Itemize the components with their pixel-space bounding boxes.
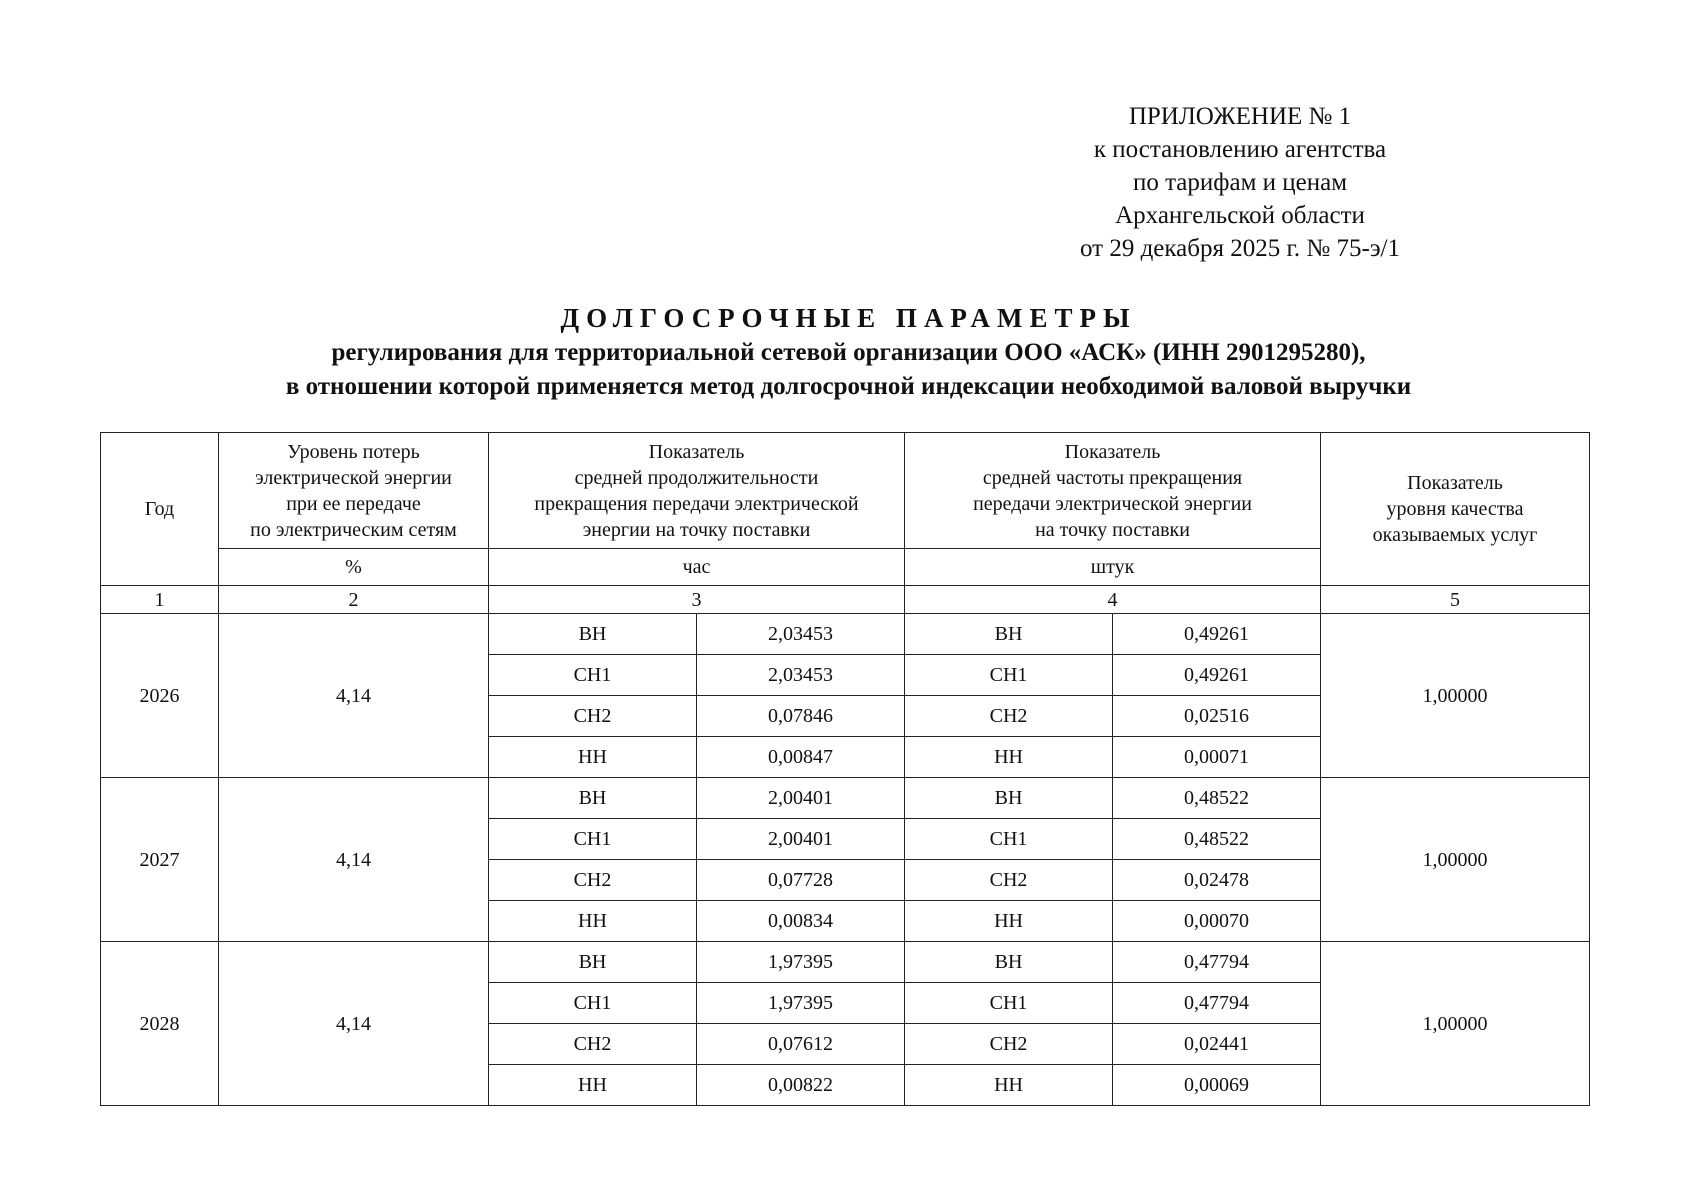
duration-voltage-level: НН: [489, 737, 697, 778]
column-number: 3: [489, 586, 905, 614]
year-cell: 2027: [101, 778, 219, 942]
header-duration: Показатель средней продолжительности прекращения передачи электрической энергии на точку поставки: [489, 433, 905, 549]
year-cell: 2028: [101, 942, 219, 1106]
appendix-agency-line: по тарифам и ценам: [1132, 169, 1348, 196]
frequency-value: 0,49261: [1113, 655, 1321, 696]
duration-value: 0,00822: [697, 1065, 905, 1106]
frequency-voltage-level: СН1: [905, 655, 1113, 696]
document-subtitle-2: в отношении которой применяется метод долгосрочной индексации необходимой валовой выручки: [285, 373, 1412, 400]
duration-voltage-level: СН2: [489, 696, 697, 737]
frequency-voltage-level: ВН: [905, 614, 1113, 655]
duration-value: 1,97395: [697, 942, 905, 983]
frequency-voltage-level: ВН: [905, 942, 1113, 983]
frequency-voltage-level: СН1: [905, 819, 1113, 860]
duration-voltage-level: НН: [489, 901, 697, 942]
frequency-voltage-level: СН2: [905, 1024, 1113, 1065]
frequency-value: 0,00069: [1113, 1065, 1321, 1106]
frequency-value: 0,02441: [1113, 1024, 1321, 1065]
appendix-block: [1020, 100, 1460, 265]
frequency-voltage-level: НН: [905, 1065, 1113, 1106]
quality-cell: 1,00000: [1321, 614, 1590, 778]
frequency-value: 0,49261: [1113, 614, 1321, 655]
quality-cell: 1,00000: [1321, 778, 1590, 942]
column-number: 4: [905, 586, 1321, 614]
column-number: 1: [101, 586, 219, 614]
frequency-voltage-level: ВН: [905, 778, 1113, 819]
duration-value: 0,07846: [697, 696, 905, 737]
duration-voltage-level: СН2: [489, 1024, 697, 1065]
duration-voltage-level: СН1: [489, 655, 697, 696]
table-row: [101, 778, 1590, 819]
frequency-voltage-level: НН: [905, 737, 1113, 778]
unit-duration: час: [489, 549, 905, 586]
header-quality: Показатель уровня качества оказываемых услуг: [1321, 433, 1590, 586]
appendix-resolution-line: к постановлению агентства: [1093, 136, 1387, 163]
table-row: [101, 614, 1590, 655]
frequency-value: 0,48522: [1113, 819, 1321, 860]
duration-voltage-level: СН2: [489, 860, 697, 901]
duration-voltage-level: СН1: [489, 983, 697, 1024]
losses-cell: 4,14: [219, 778, 489, 942]
year-cell: 2026: [101, 614, 219, 778]
header-frequency: Показатель средней частоты прекращения передачи электрической энергии на точку поставки: [905, 433, 1321, 549]
frequency-value: 0,02516: [1113, 696, 1321, 737]
header-row: [101, 433, 1590, 549]
duration-value: 0,07612: [697, 1024, 905, 1065]
frequency-value: 0,02478: [1113, 860, 1321, 901]
frequency-value: 0,00071: [1113, 737, 1321, 778]
appendix-region-line: Архангельской области: [1115, 202, 1365, 229]
table-body: [101, 433, 1590, 1106]
duration-value: 2,03453: [697, 614, 905, 655]
duration-value: 2,00401: [697, 778, 905, 819]
column-number: 5: [1321, 586, 1590, 614]
frequency-voltage-level: СН1: [905, 983, 1113, 1024]
duration-voltage-level: ВН: [489, 942, 697, 983]
frequency-value: 0,47794: [1113, 983, 1321, 1024]
frequency-value: 0,00070: [1113, 901, 1321, 942]
duration-value: 0,00834: [697, 901, 905, 942]
quality-cell: 1,00000: [1321, 942, 1590, 1106]
document-title: ДОЛГОСРОЧНЫЕ ПАРАМЕТРЫ: [560, 303, 1137, 333]
duration-voltage-level: СН1: [489, 819, 697, 860]
losses-cell: 4,14: [219, 942, 489, 1106]
duration-voltage-level: ВН: [489, 778, 697, 819]
frequency-value: 0,47794: [1113, 942, 1321, 983]
duration-voltage-level: НН: [489, 1065, 697, 1106]
column-numbers-row: [101, 586, 1590, 614]
frequency-voltage-level: СН2: [905, 860, 1113, 901]
duration-value: 0,07728: [697, 860, 905, 901]
column-number: 2: [219, 586, 489, 614]
unit-frequency: штук: [905, 549, 1321, 586]
duration-voltage-level: ВН: [489, 614, 697, 655]
document-subtitle-1: регулирования для территориальной сетевой организации ООО «АСК» (ИНН 2901295280),: [331, 339, 1366, 366]
duration-value: 2,00401: [697, 819, 905, 860]
duration-value: 2,03453: [697, 655, 905, 696]
frequency-voltage-level: НН: [905, 901, 1113, 942]
appendix-date-line: от 29 декабря 2025 г. № 75-э/1: [1079, 235, 1401, 262]
parameters-table: [100, 432, 1590, 1106]
duration-value: 1,97395: [697, 983, 905, 1024]
duration-value: 0,00847: [697, 737, 905, 778]
header-losses: Уровень потерь электрической энергии при ее передаче по электрическим сетям: [219, 433, 489, 549]
frequency-voltage-level: СН2: [905, 696, 1113, 737]
appendix-number: ПРИЛОЖЕНИЕ № 1: [1128, 103, 1352, 130]
table-row: [101, 942, 1590, 983]
header-year: Год: [101, 433, 219, 586]
unit-losses: %: [219, 549, 489, 586]
losses-cell: 4,14: [219, 614, 489, 778]
frequency-value: 0,48522: [1113, 778, 1321, 819]
